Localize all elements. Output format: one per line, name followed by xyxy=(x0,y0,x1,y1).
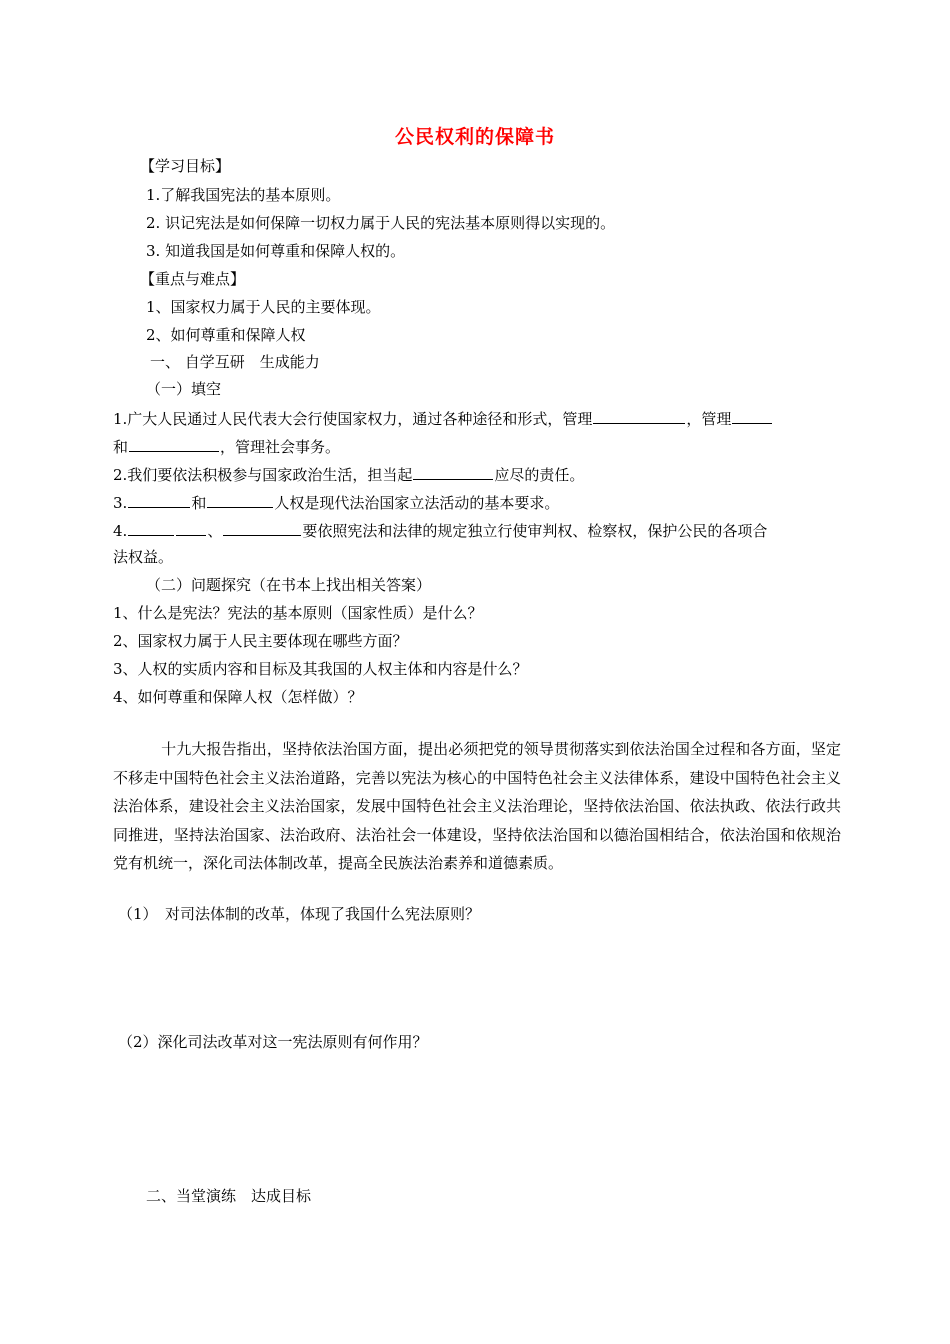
fill-q1-blank-1[interactable] xyxy=(593,407,685,424)
fill-q1-text-a: 1.广大人民通过人民代表大会行使国家权力，通过各种途径和形式，管理 xyxy=(113,410,593,428)
explore-heading: （二）问题探究（在书本上找出相关答案） xyxy=(146,576,432,594)
fill-q3-text-b: 和 xyxy=(191,494,207,512)
objectives-heading: 【学习目标】 xyxy=(140,157,231,175)
fill-question-2 xyxy=(113,463,584,485)
fill-q4-blank-3[interactable] xyxy=(223,519,301,536)
sub-question-1: （1） 对司法体制的改革，体现了我国什么宪法原则？ xyxy=(118,905,481,923)
objective-item-2: 2. 识记宪法是如何保障一切权力属于人民的宪法基本原则得以实现的。 xyxy=(146,214,616,232)
section2-heading: 二、当堂演练 达成目标 xyxy=(146,1187,312,1205)
keypoint-item-2: 2、如何尊重和保障人权 xyxy=(146,326,306,344)
section1-heading: 一、 自学互研 生成能力 xyxy=(150,353,320,371)
fill-q3-blank-2[interactable] xyxy=(207,491,273,508)
objective-item-3: 3. 知道我国是如何尊重和保障人权的。 xyxy=(146,242,406,260)
fill-q1-blank-3[interactable] xyxy=(129,435,219,452)
fill-q1-text-c: 和 xyxy=(113,438,129,456)
keypoints-heading: 【重点与难点】 xyxy=(140,270,246,288)
fill-q1-text-d: ，管理社会事务。 xyxy=(220,438,341,456)
fill-q1-blank-2[interactable] xyxy=(732,407,772,424)
fill-q3-text-a: 3. xyxy=(113,494,128,512)
fill-question-1-line2 xyxy=(113,435,340,457)
explore-item-2: 2、国家权力属于人民主要体现在哪些方面？ xyxy=(113,632,408,650)
fill-question-4-line2: 法权益。 xyxy=(113,548,174,566)
fill-heading: （一）填空 xyxy=(146,380,222,398)
explore-item-4: 4、如何尊重和保障人权（怎样做）？ xyxy=(113,688,363,706)
fill-q4-text-a: 4. xyxy=(113,522,128,540)
fill-q3-blank-1[interactable] xyxy=(128,491,190,508)
fill-question-3 xyxy=(113,491,559,513)
objective-item-1: 1.了解我国宪法的基本原则。 xyxy=(146,186,341,204)
fill-question-4-line1 xyxy=(113,519,767,541)
fill-question-1-line1 xyxy=(113,407,773,429)
explore-item-3: 3、人权的实质内容和目标及其我国的人权主体和内容是什么？ xyxy=(113,660,528,678)
material-paragraph xyxy=(113,735,841,878)
fill-q3-text-c: 人权是现代法治国家立法活动的基本要求。 xyxy=(274,494,560,512)
fill-q2-text-a: 2.我们要依法积极参与国家政治生活，担当起 xyxy=(113,466,413,484)
document-title: 公民权利的保障书 xyxy=(394,126,555,148)
fill-q4-blank-1[interactable] xyxy=(128,519,174,536)
fill-q4-blank-2[interactable] xyxy=(176,519,206,536)
material-text: 十九大报告指出，坚持依法治国方面，提出必须把党的领导贯彻落实到依法治国全过程和各方面，坚定不移走中国特色社会主义法治道路，完善以宪法为核心的中国特色社会主义法律体系，建设中国特色社会主义法治体系，建设社会主义法治国家，发展中国特色社会主义法治理论，坚持依法治国、依法执政、依法行政共同推进，坚持法治国家、法治政府、法治社会一体建设，坚持依法治国和以德治国相结合，依法治国和依规治党有机统一，深化司法体制改革，提高全民族法治素养和道德素质。 xyxy=(113,740,841,873)
fill-q4-text-b: 、 xyxy=(207,522,223,540)
fill-q2-blank-1[interactable] xyxy=(413,463,493,480)
fill-q4-text-c: 要依照宪法和法律的规定独立行使审判权、检察权，保护公民的各项合 xyxy=(302,522,768,540)
keypoint-item-1: 1、国家权力属于人民的主要体现。 xyxy=(146,298,381,316)
fill-q2-text-b: 应尽的责任。 xyxy=(494,466,585,484)
explore-item-1: 1、什么是宪法？宪法的基本原则（国家性质）是什么？ xyxy=(113,604,483,622)
fill-q1-text-b: ，管理 xyxy=(686,410,732,428)
sub-question-2: （2）深化司法改革对这一宪法原则有何作用？ xyxy=(118,1033,428,1051)
